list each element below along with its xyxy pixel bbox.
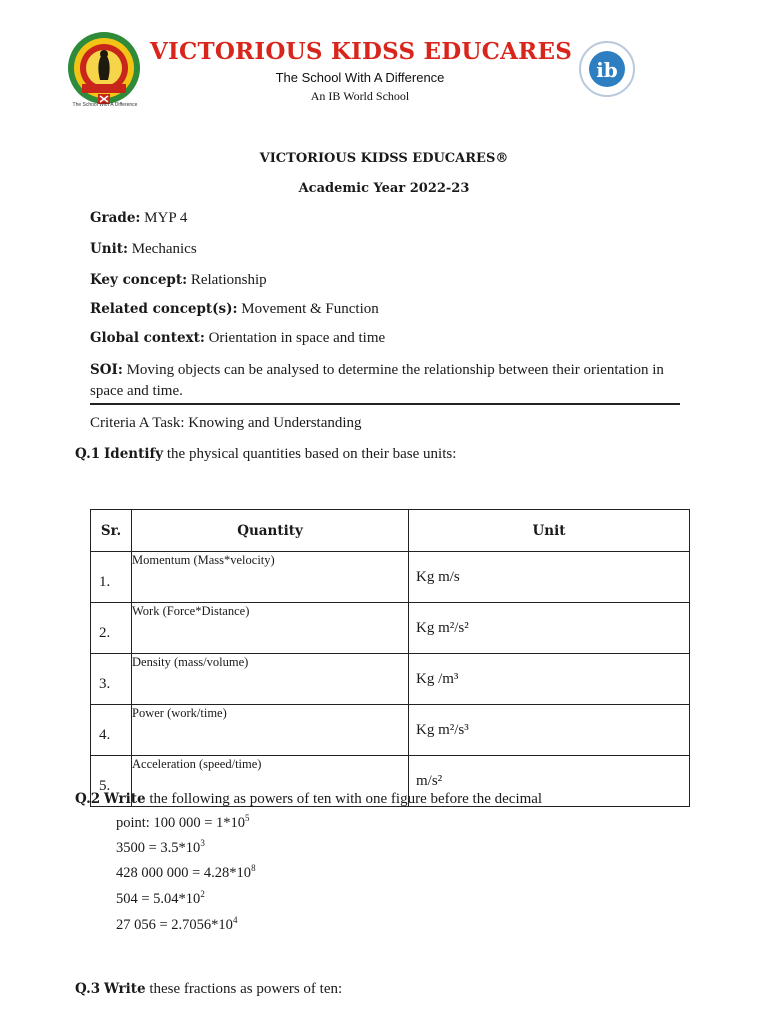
soi-statement: SOI: Moving objects can be analysed to determine the relationship between their orientation in space and time. xyxy=(90,362,664,399)
sr-cell: 3. xyxy=(91,654,132,705)
table-row xyxy=(91,603,690,654)
table-row xyxy=(91,552,690,603)
svg-text:ib: ib xyxy=(596,58,618,82)
unit-cell: Kg m²/s³ xyxy=(409,705,690,756)
quantity-text: Power (work/time) xyxy=(132,706,227,720)
quantity-cell xyxy=(132,552,409,603)
table-row xyxy=(91,654,690,705)
quantity-cell xyxy=(132,603,409,654)
sr-cell: 5. xyxy=(91,756,132,807)
quantity-text: Acceleration (speed/time) xyxy=(132,757,262,771)
key-concept-field: Key concept: Relationship xyxy=(90,272,267,288)
header-quantity: Quantity xyxy=(132,510,409,552)
sr-cell: 2. xyxy=(91,603,132,654)
answer-line: $504 = 5.04*10^2$ xyxy=(116,889,205,907)
ib-world-school-line: An IB World School xyxy=(310,89,410,103)
logo-caption: The School With A Difference xyxy=(72,102,138,108)
school-heading: VICTORIOUS KIDSS EDUCARES® xyxy=(259,151,509,166)
grade-field: Grade: MYP 4 xyxy=(90,210,188,226)
unit-cell: Kg /m³ xyxy=(409,654,690,705)
school-logo xyxy=(64,28,144,112)
question-3: Q.3 Write these fractions as powers of ten: xyxy=(75,981,343,997)
tagline: The School With A Difference xyxy=(275,70,445,85)
unit-cell: Kg m/s xyxy=(409,552,690,603)
unit-cell: Kg m²/s² xyxy=(409,603,690,654)
criteria-line: Criteria A Task: Knowing and Understanding xyxy=(90,415,362,431)
school-name: VICTORIOUS KIDSS EDUCARES xyxy=(150,38,572,65)
question-2: Q.2 Write the following as powers of ten with one figure before the decimal xyxy=(75,791,543,807)
table-row xyxy=(91,705,690,756)
table-header-row xyxy=(91,510,690,552)
unit-field: Unit: Mechanics xyxy=(90,241,197,257)
answer-line: 27 $056 = 2.7056*10^4$ xyxy=(116,915,238,933)
header-unit: Unit xyxy=(409,510,690,552)
answer-line: 428 000 $000 = 4.28*10^8$ xyxy=(116,863,256,881)
question-1: Q.1 Identify the physical quantities based on their base units: xyxy=(75,446,457,462)
ib-logo xyxy=(578,38,636,100)
quantity-cell xyxy=(132,654,409,705)
quantity-text: Work (Force*Distance) xyxy=(132,604,250,618)
sr-cell: 4. xyxy=(91,705,132,756)
quantity-cell xyxy=(132,705,409,756)
quantity-text: Density (mass/volume) xyxy=(132,655,249,669)
answer-line: point: 100 $000 = 1*10^5$ xyxy=(116,813,250,831)
header-sr: Sr. xyxy=(91,510,132,552)
divider-rule xyxy=(90,403,680,405)
sr-cell: 1. xyxy=(91,552,132,603)
answer-line: $3500 = 3.5*10^3$ xyxy=(116,838,205,856)
quantities-table xyxy=(90,509,690,807)
related-concept-field: Related concept(s): Movement & Function xyxy=(90,301,379,317)
quantity-text: Momentum (Mass*velocity) xyxy=(132,553,275,567)
unit-cell: m/s² xyxy=(409,756,690,807)
global-context-field: Global context: Orientation in space and time xyxy=(90,330,386,346)
academic-year: Academic Year 2022-23 xyxy=(298,181,470,196)
